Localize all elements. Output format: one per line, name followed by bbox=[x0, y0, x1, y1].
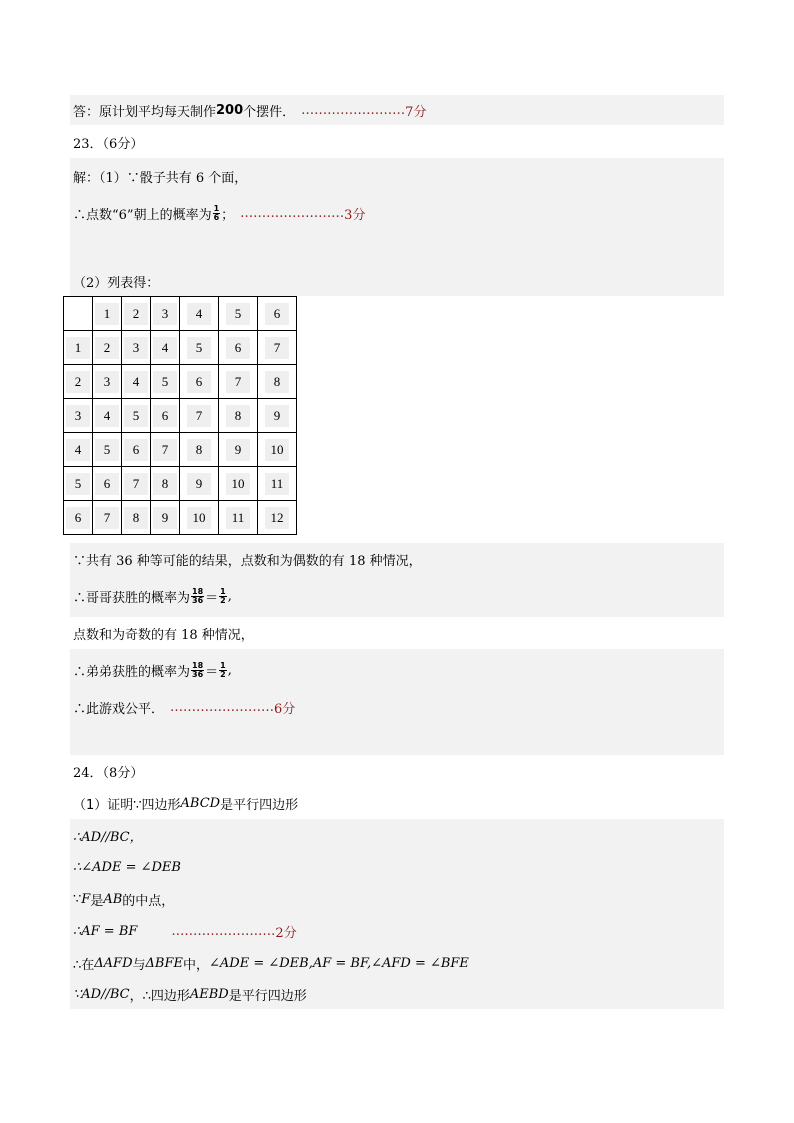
table-cell-value: 6 bbox=[95, 473, 119, 495]
fraction-denominator: 2 bbox=[220, 595, 226, 605]
fraction-denominator: 2 bbox=[220, 669, 226, 679]
table-cell bbox=[219, 365, 258, 399]
q23-blank-row bbox=[70, 232, 724, 266]
table-cell bbox=[64, 433, 93, 467]
table-cell bbox=[151, 433, 180, 467]
q24-line4-math1: F bbox=[81, 891, 91, 907]
answer-line bbox=[70, 95, 724, 125]
q23-line3-text: （2）列表得： bbox=[73, 275, 160, 291]
table-cell bbox=[151, 331, 180, 365]
table-cell bbox=[180, 365, 219, 399]
table-cell bbox=[64, 331, 93, 365]
q24-line3 bbox=[70, 851, 724, 883]
table-cell bbox=[151, 467, 180, 501]
table-cell-value: 5 bbox=[124, 405, 148, 427]
table-cell-value: 3 bbox=[95, 371, 119, 393]
table-cell-value: 10 bbox=[187, 507, 211, 529]
table-cell-value: 4 bbox=[66, 439, 90, 461]
table-cell-value: 7 bbox=[187, 405, 211, 427]
q24-header bbox=[70, 757, 724, 785]
table-cell-value: 8 bbox=[187, 439, 211, 461]
table-row bbox=[64, 501, 297, 535]
table-cell-value: 5 bbox=[187, 337, 211, 359]
q23-line2 bbox=[70, 194, 724, 232]
fraction-numerator: 1 bbox=[220, 586, 226, 596]
table-cell bbox=[180, 297, 219, 331]
table-cell bbox=[151, 501, 180, 535]
table-cell bbox=[151, 297, 180, 331]
table-row bbox=[64, 467, 297, 501]
q23-line8-score: 6分 bbox=[274, 701, 296, 717]
q23-header bbox=[70, 128, 724, 156]
table-cell-value: 10 bbox=[265, 439, 289, 461]
table-row bbox=[64, 433, 297, 467]
table-cell-value: 10 bbox=[226, 473, 250, 495]
table-cell bbox=[93, 501, 122, 535]
table-cell bbox=[93, 365, 122, 399]
q23-line7 bbox=[70, 649, 724, 691]
q24-line7-mid: ，∴四边形 bbox=[129, 988, 190, 1004]
table-cell-value: 8 bbox=[265, 371, 289, 393]
q23-line7-fraction1 bbox=[191, 662, 204, 679]
table-cell bbox=[219, 433, 258, 467]
q24-line7-math2: AEBD bbox=[189, 986, 229, 1002]
table-cell-value: 6 bbox=[124, 439, 148, 461]
table-cell bbox=[151, 399, 180, 433]
q23-line8-text: ∴此游戏公平． bbox=[73, 701, 165, 717]
q24-line7-post: 是平行四边形 bbox=[228, 988, 307, 1004]
table-cell-value: 7 bbox=[226, 371, 250, 393]
q23-line5-fraction2 bbox=[219, 588, 227, 605]
fraction-numerator: 1 bbox=[213, 203, 220, 213]
table-cell bbox=[93, 297, 122, 331]
q24-line4 bbox=[70, 883, 724, 915]
table-cell-value: 3 bbox=[124, 337, 148, 359]
table-cell-value: 9 bbox=[226, 439, 250, 461]
table-cell-value: 5 bbox=[66, 473, 90, 495]
table-cell-value bbox=[66, 312, 90, 318]
table-cell bbox=[219, 331, 258, 365]
table-cell-value: 8 bbox=[124, 507, 148, 529]
q23-line2-post: ； bbox=[221, 207, 235, 223]
table-cell-value: 7 bbox=[124, 473, 148, 495]
q24-line4-pre: ∵ bbox=[73, 891, 82, 907]
q24-line1-post: 是平行四边形 bbox=[220, 797, 299, 813]
q24-line4-mid: 是 bbox=[90, 893, 104, 909]
table-cell bbox=[180, 433, 219, 467]
q24-line1 bbox=[70, 787, 724, 819]
q23-line5-post: , bbox=[227, 588, 232, 604]
table-cell-value: 4 bbox=[124, 371, 148, 393]
table-cell-value: 7 bbox=[153, 439, 177, 461]
dice-sum-table bbox=[63, 296, 297, 535]
table-cell bbox=[64, 501, 93, 535]
q24-line6-pre: ∴在 bbox=[73, 957, 95, 973]
q23-line8-dots: …………………… bbox=[170, 699, 275, 715]
q24-line1-math: ABCD bbox=[180, 795, 221, 811]
q24-line5 bbox=[70, 915, 724, 947]
table-cell-value: 3 bbox=[153, 303, 177, 325]
q24-line7 bbox=[70, 979, 724, 1009]
q24-line6-mid1: 与 bbox=[132, 957, 146, 973]
table-cell bbox=[122, 433, 151, 467]
table-cell bbox=[258, 501, 297, 535]
q23-line6 bbox=[70, 617, 724, 649]
q24-line4-post: 的中点， bbox=[122, 893, 175, 909]
q23-line6-text: 点数和为奇数的有 18 种情况， bbox=[73, 627, 254, 643]
q24-line2-text: ∴AD//BC， bbox=[73, 829, 143, 845]
table-cell-value: 3 bbox=[66, 405, 90, 427]
table-row bbox=[64, 331, 297, 365]
table-cell bbox=[122, 365, 151, 399]
fraction-numerator: 18 bbox=[192, 586, 204, 596]
q23-line8 bbox=[70, 691, 724, 723]
q23-line7-fraction2 bbox=[219, 662, 227, 679]
q24-line4-math2: AB bbox=[103, 891, 123, 907]
q24-line5-text: ∴AF = BF bbox=[73, 923, 138, 939]
table-cell bbox=[258, 467, 297, 501]
table-cell bbox=[93, 331, 122, 365]
table-cell bbox=[219, 297, 258, 331]
table-cell bbox=[219, 467, 258, 501]
q23-blank-row-2 bbox=[70, 723, 724, 755]
table-cell bbox=[258, 297, 297, 331]
table-cell-value: 8 bbox=[226, 405, 250, 427]
table-cell bbox=[64, 365, 93, 399]
table-cell bbox=[122, 399, 151, 433]
table-cell bbox=[180, 467, 219, 501]
q24-line6-math1: ΔAFD bbox=[94, 955, 133, 971]
q24-line5-dots: …………………… bbox=[171, 923, 276, 939]
table-cell-value: 12 bbox=[265, 507, 289, 529]
table-cell bbox=[258, 433, 297, 467]
q24-line6-math2: ΔBFE bbox=[145, 955, 183, 971]
q23-header-text: 23．（6分） bbox=[73, 136, 144, 152]
q24-line6-math3: ∠ADE = ∠DEB,AF = BF,∠AFD = ∠BFE bbox=[209, 955, 469, 971]
q23-line5-pre: ∴哥哥获胜的概率为 bbox=[73, 590, 191, 606]
table-cell-value: 5 bbox=[153, 371, 177, 393]
table-cell-value: 6 bbox=[153, 405, 177, 427]
q23-line5 bbox=[70, 575, 724, 617]
q23-line5-fraction1 bbox=[191, 588, 204, 605]
table-cell bbox=[93, 433, 122, 467]
table-cell-value: 1 bbox=[66, 337, 90, 359]
table-cell bbox=[258, 365, 297, 399]
table-cell-value: 7 bbox=[265, 337, 289, 359]
q23-line7-post: , bbox=[227, 662, 232, 678]
fraction-numerator: 1 bbox=[220, 660, 226, 670]
answer-dots: …………………… bbox=[301, 102, 406, 118]
table-cell bbox=[64, 467, 93, 501]
table-cell-value: 1 bbox=[95, 303, 119, 325]
table-cell-value: 11 bbox=[226, 507, 250, 529]
answer-number: 200 bbox=[216, 102, 244, 118]
q23-line4-text: ∵共有 36 种等可能的结果，点数和为偶数的有 18 种情况， bbox=[73, 553, 422, 569]
q23-line4 bbox=[70, 543, 724, 575]
table-cell bbox=[219, 501, 258, 535]
table-cell-value: 5 bbox=[95, 439, 119, 461]
table-cell-value: 4 bbox=[95, 405, 119, 427]
table-row bbox=[64, 399, 297, 433]
table-cell bbox=[64, 297, 93, 331]
answer-score: 7分 bbox=[405, 104, 427, 120]
q24-header-text: 24．（8分） bbox=[73, 765, 144, 781]
table-cell-value: 4 bbox=[187, 303, 211, 325]
q23-line2-dots: …………………… bbox=[240, 205, 345, 221]
table-cell-value: 6 bbox=[66, 507, 90, 529]
table-cell-value: 2 bbox=[66, 371, 90, 393]
q23-line2-fraction bbox=[213, 205, 221, 222]
q24-line7-math1: ∵AD//BC bbox=[73, 986, 130, 1002]
q23-line3 bbox=[70, 266, 724, 296]
table-cell-value: 2 bbox=[124, 303, 148, 325]
table-cell bbox=[180, 501, 219, 535]
answer-text: 答：原计划平均每天制作 bbox=[73, 104, 217, 120]
table-cell-value: 6 bbox=[265, 303, 289, 325]
q23-line7-pre: ∴弟弟获胜的概率为 bbox=[73, 664, 191, 680]
table-cell-value: 2 bbox=[95, 337, 119, 359]
table-row bbox=[64, 297, 297, 331]
table-cell bbox=[122, 331, 151, 365]
table-cell-value: 4 bbox=[153, 337, 177, 359]
q23-line1-text: 解：（1）∵骰子共有 6 个面， bbox=[73, 170, 248, 186]
fraction-denominator: 36 bbox=[192, 669, 204, 679]
table-cell-value: 8 bbox=[153, 473, 177, 495]
table-cell-value: 6 bbox=[226, 337, 250, 359]
table-row bbox=[64, 365, 297, 399]
table-cell-value: 9 bbox=[187, 473, 211, 495]
q24-line2 bbox=[70, 819, 724, 851]
table-cell-value: 7 bbox=[95, 507, 119, 529]
q24-line5-score: 2分 bbox=[275, 925, 297, 941]
table-cell bbox=[151, 365, 180, 399]
table-cell bbox=[64, 399, 93, 433]
q23-line5-eq: ＝ bbox=[205, 590, 219, 606]
table-cell-value: 6 bbox=[187, 371, 211, 393]
q23-line2-score: 3分 bbox=[344, 207, 366, 223]
table-cell bbox=[122, 501, 151, 535]
table-cell bbox=[219, 399, 258, 433]
answer-tail: 个摆件． bbox=[243, 104, 296, 120]
table-cell-value: 11 bbox=[265, 473, 289, 495]
fraction-numerator: 18 bbox=[192, 660, 204, 670]
table-cell bbox=[180, 399, 219, 433]
table-cell bbox=[180, 331, 219, 365]
fraction-denominator: 6 bbox=[213, 212, 220, 222]
q23-line2-pre: ∴点数“6”朝上的概率为 bbox=[73, 207, 212, 223]
q24-line6-mid2: 中， bbox=[182, 957, 209, 973]
q24-line6 bbox=[70, 947, 724, 979]
fraction-denominator: 36 bbox=[192, 595, 204, 605]
q23-line7-eq: ＝ bbox=[205, 664, 219, 680]
table-cell bbox=[93, 399, 122, 433]
table-cell bbox=[258, 331, 297, 365]
table-cell-value: 9 bbox=[265, 405, 289, 427]
q24-line3-text: ∴∠ADE = ∠DEB bbox=[73, 859, 181, 875]
table-cell-value: 5 bbox=[226, 303, 250, 325]
q23-line1 bbox=[70, 158, 724, 194]
table-cell bbox=[93, 467, 122, 501]
q24-line1-pre: （1）证明∵四边形 bbox=[73, 797, 181, 813]
table-cell bbox=[122, 297, 151, 331]
table-cell bbox=[122, 467, 151, 501]
table-cell bbox=[258, 399, 297, 433]
table-cell-value: 9 bbox=[153, 507, 177, 529]
